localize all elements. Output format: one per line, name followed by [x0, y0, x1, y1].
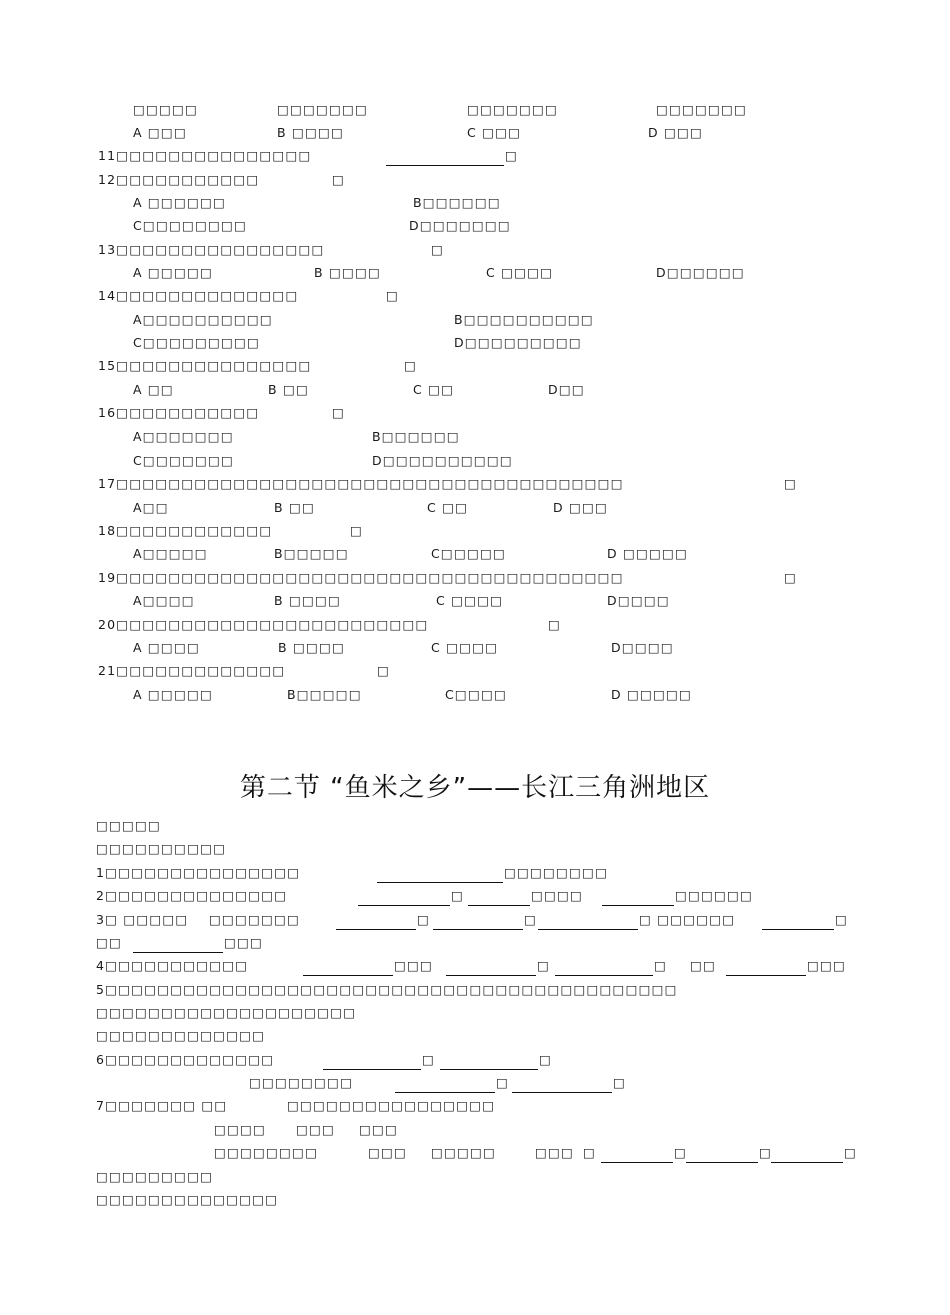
- item-7-row-a-1: □□□□: [214, 1122, 267, 1137]
- section-heading-1: □□□□□: [96, 818, 162, 833]
- question-17: 17□□□□□□□□□□□□□□□□□□□□□□□□□□□□□□□□□□□□□□□: [98, 476, 624, 491]
- q19-option-d: D□□□□: [607, 593, 670, 608]
- q13-option-c: C □□□□: [486, 265, 554, 280]
- item-2-sep-3: □□□□□□: [675, 888, 754, 903]
- item-6-blank-2: [440, 1069, 538, 1070]
- item-4-sep-4: □□: [690, 958, 717, 973]
- q15-option-c: C □□: [413, 382, 455, 397]
- item-4-sep-2: □: [537, 958, 551, 973]
- item-1: 1□□□□□□□□□□□□□□□: [96, 865, 301, 880]
- q10-option-d: D □□□: [648, 125, 704, 140]
- item-3: 3□ □□□□□: [96, 912, 189, 927]
- item-6-sep-4: □: [613, 1075, 627, 1090]
- item-6-blank-4: [512, 1092, 612, 1093]
- item-5-line-3: □□□□□□□□□□□□□: [96, 1028, 266, 1043]
- item-3-blank-1: [336, 929, 416, 930]
- item-6: 6□□□□□□□□□□□□□: [96, 1052, 275, 1067]
- item-2-sep-1: □: [451, 888, 465, 903]
- q10-option-line-d: □□□□□□□: [656, 102, 748, 117]
- q11-blank: [386, 165, 504, 166]
- question-18: 18□□□□□□□□□□□□: [98, 523, 273, 538]
- item-7-blank-3: [771, 1162, 843, 1163]
- question-15: 15□□□□□□□□□□□□□□□: [98, 358, 312, 373]
- item-3-cont: □□: [96, 935, 123, 950]
- q18-option-d: D □□□□□: [607, 546, 689, 561]
- section-heading-2: □□□□□□□□□□: [96, 841, 227, 856]
- item-7-blank-2: [686, 1162, 758, 1163]
- item-3-sep-1: □: [417, 912, 431, 927]
- q21-paren: □: [377, 663, 391, 678]
- q12-option-c: C□□□□□□□□: [133, 218, 248, 233]
- item-3-blank-5: [133, 952, 223, 953]
- q16-option-c: C□□□□□□□: [133, 453, 235, 468]
- item-2-blank-1: [358, 905, 450, 906]
- item-1-end: □□□□□□□□: [504, 865, 609, 880]
- q10-option-line-a: □□□□□: [133, 102, 199, 117]
- q15-option-b: B □□: [268, 382, 309, 397]
- q17-option-b: B □□: [274, 500, 315, 515]
- item-3-sep-4: □: [835, 912, 849, 927]
- item-7-row-b-7: □: [759, 1145, 773, 1160]
- item-2-blank-2: [468, 905, 530, 906]
- question-14: 14□□□□□□□□□□□□□□: [98, 288, 299, 303]
- q21-option-c: C□□□□: [445, 687, 507, 702]
- q21-option-d: D □□□□□: [611, 687, 693, 702]
- item-7-row-a-2: □□□: [296, 1122, 336, 1137]
- question-12: 12□□□□□□□□□□□: [98, 172, 260, 187]
- q13-option-b: B □□□□: [314, 265, 381, 280]
- item-7-row-b-3: □□□□□: [431, 1145, 497, 1160]
- q16-option-d: D□□□□□□□□□□: [372, 453, 513, 468]
- q16-option-b: B□□□□□□: [372, 429, 460, 444]
- q19-paren: □: [784, 570, 798, 585]
- item-3-text: □□□□□□□: [209, 912, 301, 927]
- q18-option-c: C□□□□□: [431, 546, 506, 561]
- item-7-row-b-5: □: [583, 1145, 597, 1160]
- item-3-blank-2: [433, 929, 523, 930]
- item-6-sep-1: □: [422, 1052, 436, 1067]
- q14-option-b: B□□□□□□□□□□: [454, 312, 594, 327]
- item-3-sep-2: □: [524, 912, 538, 927]
- item-6-blank-1: [323, 1069, 421, 1070]
- item-2: 2□□□□□□□□□□□□□□: [96, 888, 288, 903]
- item-4-blank-1: [303, 975, 393, 976]
- item-6-line-2: □□□□□□□□: [249, 1075, 354, 1090]
- q13-option-a: A □□□□□: [133, 265, 213, 280]
- q19-option-a: A□□□□: [133, 593, 195, 608]
- q20-paren: □: [548, 617, 562, 632]
- q18-option-b: B□□□□□: [274, 546, 349, 561]
- item-4-sep-1: □□□: [394, 958, 434, 973]
- subheading-3: □□□□□□□□□: [96, 1169, 214, 1184]
- item-7-row-a-3: □□□: [359, 1122, 399, 1137]
- question-20: 20□□□□□□□□□□□□□□□□□□□□□□□□: [98, 617, 429, 632]
- q17-option-c: C □□: [427, 500, 469, 515]
- item-5-line-2: □□□□□□□□□□□□□□□□□□□□: [96, 1005, 357, 1020]
- item-4-blank-4: [726, 975, 806, 976]
- q12-option-a: A □□□□□□: [133, 195, 226, 210]
- q19-option-b: B □□□□: [274, 593, 341, 608]
- q12-option-d: D□□□□□□□: [409, 218, 511, 233]
- question-11: 11□□□□□□□□□□□□□□□: [98, 148, 312, 163]
- q13-paren: □: [431, 242, 445, 257]
- item-4-sep-5: □□□: [807, 958, 847, 973]
- q21-option-a: A □□□□□: [133, 687, 213, 702]
- q20-option-a: A □□□□: [133, 640, 200, 655]
- question-16: 16□□□□□□□□□□□: [98, 405, 260, 420]
- q13-option-d: D□□□□□□: [656, 265, 745, 280]
- question-13: 13□□□□□□□□□□□□□□□□: [98, 242, 325, 257]
- item-2-blank-3: [602, 905, 674, 906]
- item-7-row-b-4: □□□: [535, 1145, 575, 1160]
- question-21: 21□□□□□□□□□□□□□: [98, 663, 286, 678]
- item-6-sep-2: □: [539, 1052, 553, 1067]
- q21-option-b: B□□□□□: [287, 687, 362, 702]
- q17-paren: □: [784, 476, 798, 491]
- q18-paren: □: [350, 523, 364, 538]
- q19-option-c: C □□□□: [436, 593, 504, 608]
- q18-option-a: A□□□□□: [133, 546, 208, 561]
- q14-option-a: A□□□□□□□□□□: [133, 312, 273, 327]
- q16-option-a: A□□□□□□□: [133, 429, 234, 444]
- q10-option-line-c: □□□□□□□: [467, 102, 559, 117]
- item-7-row-b-6: □: [674, 1145, 688, 1160]
- item-4-blank-2: [446, 975, 536, 976]
- item-1-blank: [377, 882, 503, 883]
- item-7-blank-1: [601, 1162, 673, 1163]
- q17-option-d: D □□□: [553, 500, 609, 515]
- item-7-row-b-2: □□□: [368, 1145, 408, 1160]
- q10-option-c: C □□□: [467, 125, 522, 140]
- item-3-sep-3: □ □□□□□□: [639, 912, 736, 927]
- q20-option-b: B □□□□: [278, 640, 345, 655]
- q15-paren: □: [404, 358, 418, 373]
- item-4-sep-3: □: [654, 958, 668, 973]
- q10-option-b: B □□□□: [277, 125, 344, 140]
- q11-end: □: [505, 148, 519, 163]
- question-19: 19□□□□□□□□□□□□□□□□□□□□□□□□□□□□□□□□□□□□□□□: [98, 570, 624, 585]
- q20-option-d: D□□□□: [611, 640, 674, 655]
- q10-option-line-b: □□□□□□□: [277, 102, 369, 117]
- q17-option-a: A□□: [133, 500, 169, 515]
- q20-option-c: C □□□□: [431, 640, 499, 655]
- q10-option-a: A □□□: [133, 125, 187, 140]
- item-3-cont-end: □□□: [224, 935, 264, 950]
- q12-paren: □: [332, 172, 346, 187]
- item-6-blank-3: [395, 1092, 495, 1093]
- q12-option-b: B□□□□□□: [413, 195, 501, 210]
- item-7: 7□□□□□□□ □□: [96, 1098, 228, 1113]
- q15-option-d: D□□: [548, 382, 585, 397]
- item-4-blank-3: [555, 975, 653, 976]
- item-7-row-b-8: □: [844, 1145, 858, 1160]
- item-3-blank-4: [762, 929, 834, 930]
- item-7-row-b-1: □□□□□□□□: [214, 1145, 319, 1160]
- q14-paren: □: [386, 288, 400, 303]
- item-7-text: □□□□□□□□□□□□□□□□: [287, 1098, 496, 1113]
- q14-option-d: D□□□□□□□□□: [454, 335, 582, 350]
- item-4: 4□□□□□□□□□□□: [96, 958, 249, 973]
- q16-paren: □: [332, 405, 346, 420]
- item-3-blank-3: [538, 929, 638, 930]
- q14-option-c: C□□□□□□□□□: [133, 335, 261, 350]
- item-6-sep-3: □: [496, 1075, 510, 1090]
- item-5: 5□□□□□□□□□□□□□□□□□□□□□□□□□□□□□□□□□□□□□□□□□□□□: [96, 982, 678, 997]
- section-title: 第二节 “鱼米之乡”——长江三角洲地区: [239, 773, 711, 803]
- subheading-4: □□□□□□□□□□□□□□: [96, 1192, 279, 1207]
- item-2-sep-2: □□□□: [531, 888, 584, 903]
- q15-option-a: A □□: [133, 382, 174, 397]
